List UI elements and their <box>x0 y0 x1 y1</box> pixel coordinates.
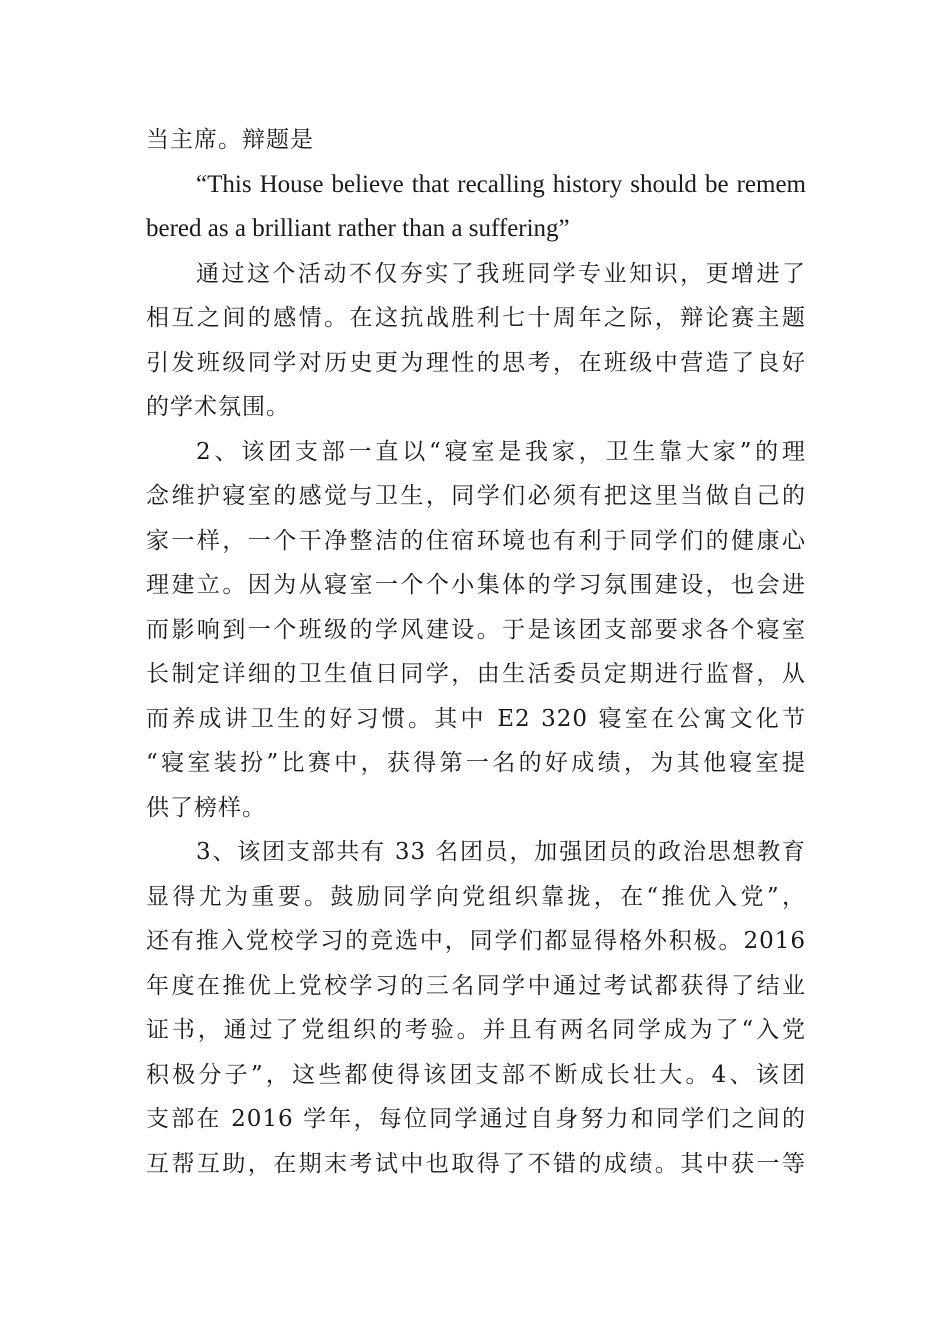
text-line: 年度在推优上党校学习的三名同学中通过考试都获得了结业 <box>146 973 806 999</box>
text-line: 2、该团支部一直以“寝室是我家，卫生靠大家”的理 <box>196 439 806 465</box>
text-line: 显得尤为重要。鼓励同学向党组织靠拢，在“推优入党”， <box>146 884 806 910</box>
text-line: 而影响到一个班级的学风建设。于是该团支部要求各个寝室 <box>146 617 806 643</box>
text-line: 支部在 2016 学年，每位同学通过自身努力和同学们之间的 <box>146 1106 806 1132</box>
text-line: 理建立。因为从寝室一个个小集体的学习氛围建设，也会进 <box>146 572 806 598</box>
text-line: 引发班级同学对历史更为理性的思考，在班级中营造了良好 <box>146 350 806 376</box>
text-line: 互帮互助，在期末考试中也取得了不错的成绩。其中获一等 <box>146 1151 806 1177</box>
text-line: 的学术氛围。 <box>146 394 290 420</box>
text-line: 当主席。辩题是 <box>146 127 314 153</box>
text-line: 证书，通过了党组织的考验。并且有两名同学成为了“入党 <box>146 1017 806 1043</box>
text-line: 念维护寝室的感觉与卫生，同学们必须有把这里当做自己的 <box>146 483 806 509</box>
text-line: 供了榜样。 <box>146 795 266 821</box>
text-line: 长制定详细的卫生值日同学，由生活委员定期进行监督，从 <box>146 661 806 687</box>
text-line: bered as a brilliant rather than a suffering” <box>146 215 570 242</box>
text-line: 还有推入党校学习的竞选中，同学们都显得格外积极。2016 <box>146 928 806 954</box>
text-line: 而养成讲卫生的好习惯。其中 E2 320 寝室在公寓文化节 <box>146 706 806 732</box>
text-line: “This House believe that recalling history should be remem <box>196 171 806 198</box>
text-line: 相互之间的感情。在这抗战胜利七十周年之际，辩论赛主题 <box>146 305 806 331</box>
text-line: 积极分子”，这些都使得该团支部不断成长壮大。4、该团 <box>146 1062 806 1088</box>
text-line: 通过这个活动不仅夯实了我班同学专业知识，更增进了 <box>196 261 806 287</box>
text-line: 家一样，一个干净整洁的住宿环境也有利于同学们的健康心 <box>146 528 806 554</box>
text-line: 3、该团支部共有 33 名团员，加强团员的政治思想教育 <box>196 839 806 865</box>
text-line: “寝室装扮”比赛中，获得第一名的好成绩，为其他寝室提 <box>146 750 806 776</box>
